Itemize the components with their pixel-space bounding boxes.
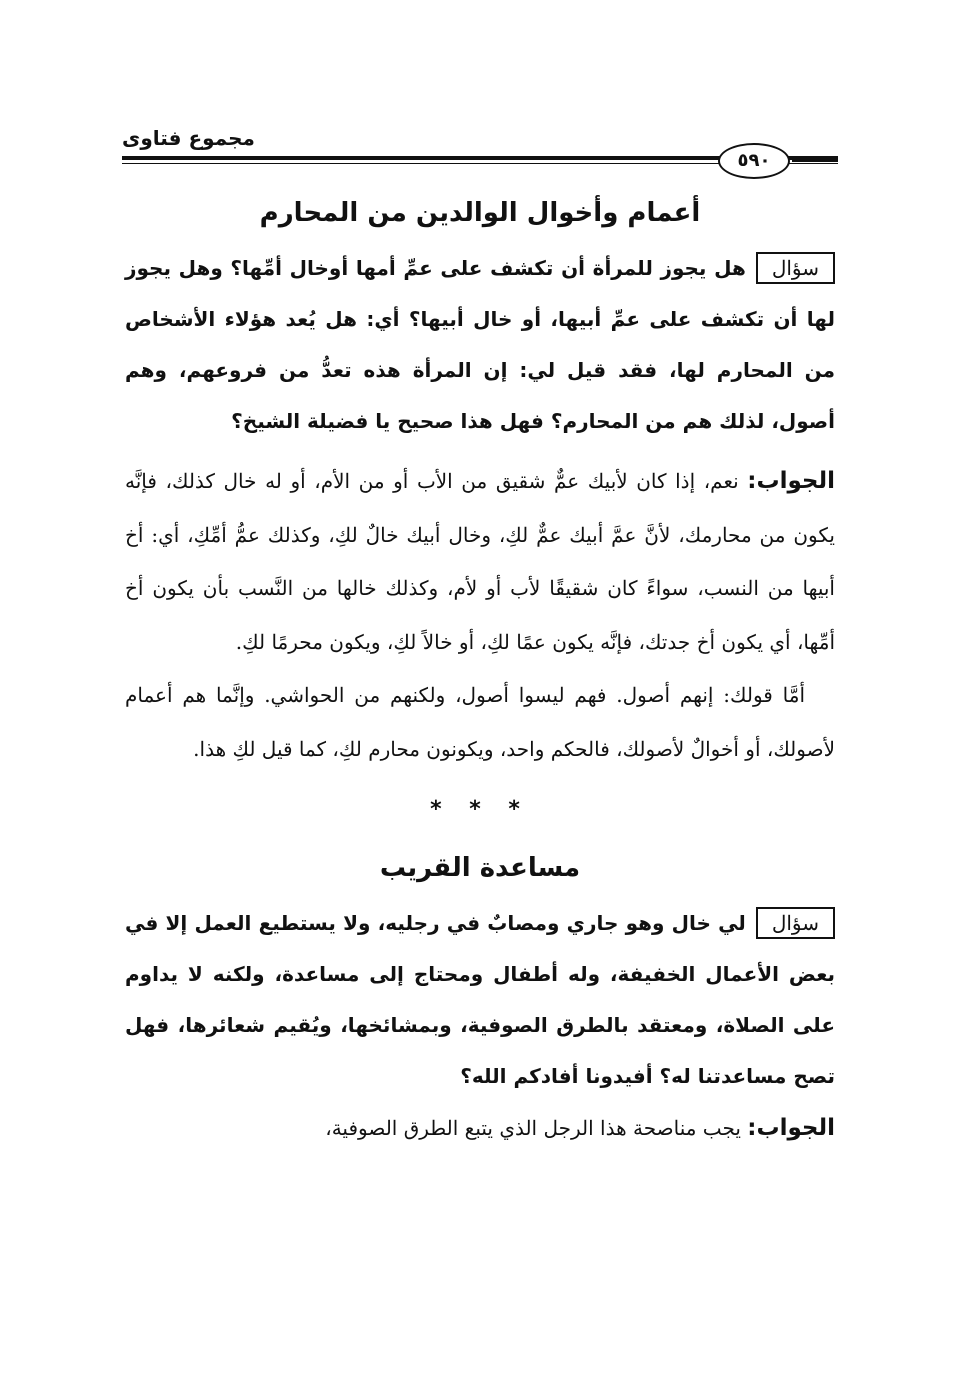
answer-text: نعم، إذا كان لأبيك عمٌّ شقيق من الأب أو من الأم، أو له خال كذلك، فإنَّه يكون من محارمك، لأنَّ عمَّ أبيك عمٌّ لكِ، وخال أبيك خالٌ لكِ، وكذلك عمُّ أمِّكِ، أي: أخ أبيها من النسب، سواءً كان شقيقًا لأب أو لأم، وكذلك خالها من النَّسب بأن يكون أخ أمِّها، أي يكون أخ جدتك، فإنَّه يكون عمًا لكِ، أو خالاً لكِ، ويكون محرمًا لكِ. [125, 469, 835, 654]
answer-paragraph-continued [125, 669, 835, 776]
answer-text: يجب مناصحة هذا الرجل الذي يتبع الطرق الصوفية، [325, 1116, 741, 1140]
section-title: مساعدة القريب [379, 853, 581, 883]
section-title: أعمام وأخوال الوالدين من المحارم [259, 198, 701, 228]
page-content [125, 183, 835, 1156]
question-text: لي خال وهو جاري ومصابٌ في رجليه، ولا يستطيع العمل إلا في بعض الأعمال الخفيفة، وله أطفال ومحتاج إلى مساعدة، ولكنه لا يداوم على الصلاة، ومعتقد بالطرق الصوفية، وبمشائخها، ويُقيم شعائرها، فهل تصح مساعدتنا له؟ أفيدونا أفادكم الله؟ [125, 911, 835, 1088]
answer-paragraph [125, 1102, 835, 1156]
question-label: سؤال [756, 252, 835, 284]
question-paragraph [125, 243, 835, 447]
answer-paragraph [125, 455, 835, 669]
page-header [122, 128, 838, 178]
book-title: مجموع فتاوى [122, 126, 255, 150]
question-text: هل يجوز للمرأة أن تكشف على عمِّ أمها أوخال أمِّها؟ وهل يجوز لها أن تكشف على عمِّ أبيها، أو خال أبيها؟ أي: هل يُعد هؤلاء الأشخاص من المحارم لها، فقد قيل لي: إن المرأة هذه تعدُّ من فروعهم، وهم أصول، لذلك هم من المحارم؟ فهل هذا صحيح يا فضيلة الشيخ؟ [125, 256, 835, 433]
question-paragraph [125, 898, 835, 1102]
section-separator: * * * [430, 797, 530, 822]
answer-label: الجواب: [747, 468, 835, 494]
page-number-ornament [792, 156, 838, 164]
answer-label: الجواب: [747, 1115, 835, 1141]
answer-text: أمَّا قولك: إنهم أصول. فهم ليسوا أصول، ولكنهم من الحواشي. وإنَّما هم أعمام لأصولك، أو أخوالٌ لأصولك، فالحكم واحد، ويكونون محارم لكِ، كما قيل لكِ هذا. [125, 683, 835, 761]
page-number: ٥٩٠ [718, 143, 790, 179]
question-label: سؤال [756, 907, 835, 939]
